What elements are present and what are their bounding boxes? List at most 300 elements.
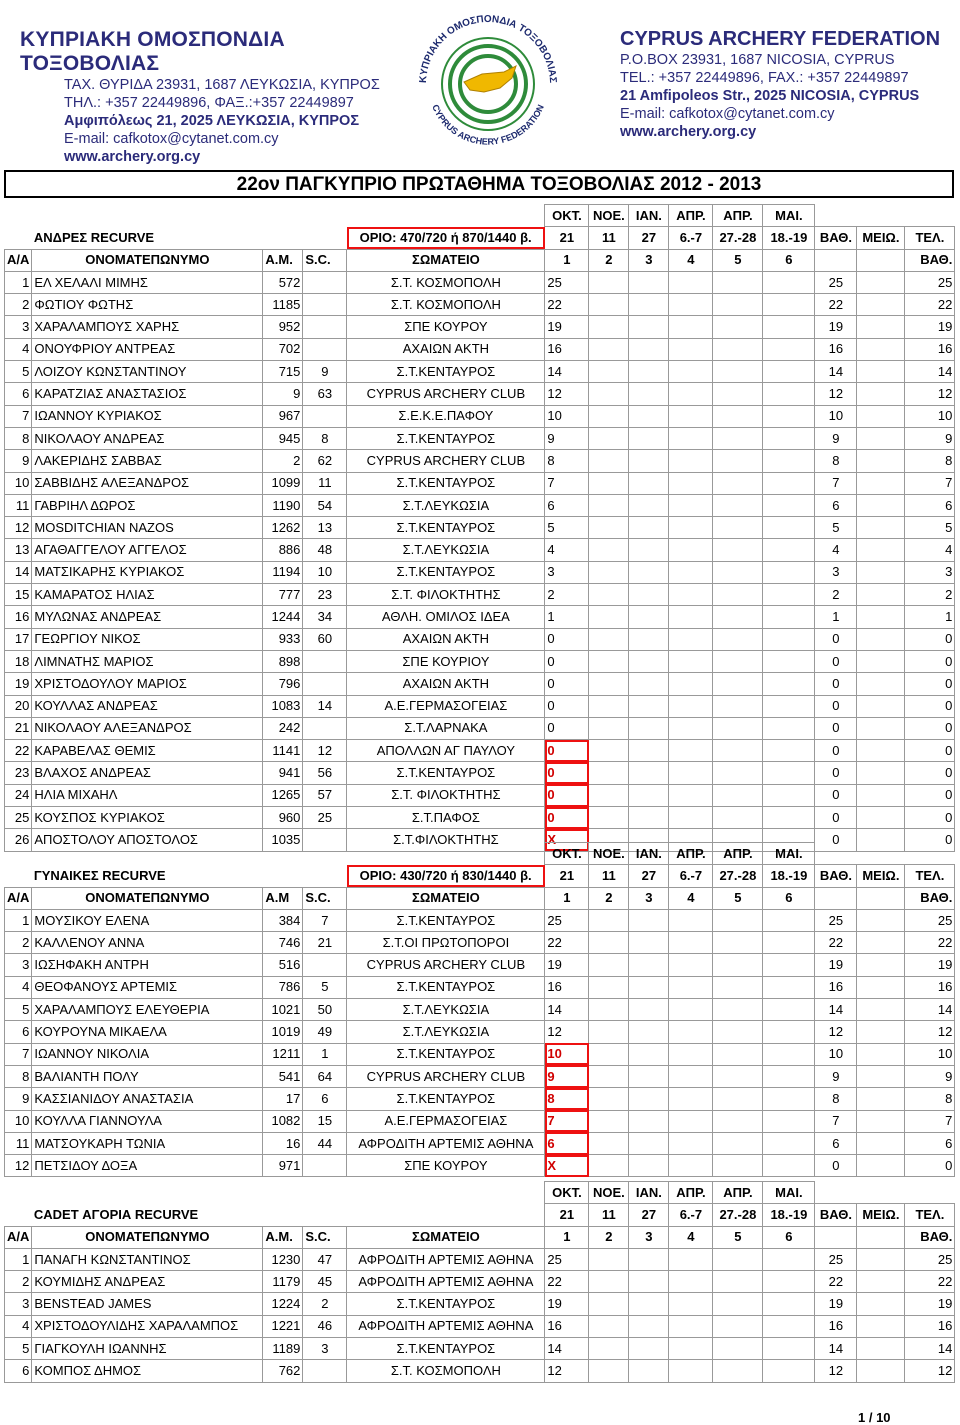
round-score-empty (763, 1155, 815, 1177)
round-score-empty (589, 606, 629, 628)
points: 8 (815, 450, 857, 472)
round-score-empty (629, 740, 669, 762)
round-score-empty (629, 561, 669, 583)
athlete-name: ΘΕΟΦΑΝΟΥΣ ΑΡΤΕΜΙΣ (32, 976, 263, 998)
round-date: 27 (629, 227, 669, 249)
round-1-score: 16 (545, 338, 589, 360)
round-score-empty (629, 650, 669, 672)
month-label: ΑΠΡ. (713, 205, 763, 227)
round-1-score: 16 (545, 1315, 589, 1337)
round-score-empty (763, 427, 815, 449)
round-date: 21 (545, 865, 589, 887)
round-date: 18.-19 (763, 227, 815, 249)
round-score-empty (713, 294, 763, 316)
sc-no: 56 (303, 762, 347, 784)
club: ΑΦΡΟΔΙΤΗ ΑΡΤΕΜΙΣ ΑΘΗΝΑ (347, 1315, 545, 1337)
sc-no: 62 (303, 450, 347, 472)
col-header-tel: ΤΕΛ. (905, 1204, 955, 1226)
deduction (857, 976, 905, 998)
round-number: 3 (629, 249, 669, 271)
round-score-empty (629, 784, 669, 806)
round-date: 18.-19 (763, 1204, 815, 1226)
round-score-empty (589, 1065, 629, 1087)
round-score-empty (629, 1293, 669, 1315)
round-score-empty (669, 561, 713, 583)
sc-no: 12 (303, 740, 347, 762)
rank: 23 (5, 762, 32, 784)
round-score-empty (669, 784, 713, 806)
member-no: 16 (263, 1132, 303, 1154)
deduction (857, 807, 905, 829)
round-score-empty (589, 517, 629, 539)
col-header-pts: ΒΑΘ. (905, 1226, 955, 1248)
club: ΑΧΑΙΩΝ ΑΚΤΗ (347, 628, 545, 650)
col-header-aa: Α/Α (5, 249, 32, 271)
rank: 24 (5, 784, 32, 806)
points: 0 (815, 784, 857, 806)
athlete-name: ΟΝΟΥΦΡΙΟΥ ΑΝΤΡΕΑΣ (32, 338, 263, 360)
athlete-name: ΧΡΙΣΤΟΔΟΥΛΙΔΗΣ ΧΑΡΑΛΑΜΠΟΣ (32, 1315, 263, 1337)
table-row (5, 628, 955, 650)
address-line: P.O.BOX 23931, 1687 NICOSIA, CYPRUS (620, 52, 895, 68)
member-no: 1099 (263, 472, 303, 494)
round-score-empty (589, 1043, 629, 1065)
athlete-name: ΜΟΥΣΙΚΟΥ ΕΛΕΝΑ (32, 909, 263, 931)
table-row (5, 584, 955, 606)
round-score-empty (763, 976, 815, 998)
federation-logo (412, 8, 564, 154)
sc-no: 63 (303, 383, 347, 405)
round-score-empty (763, 361, 815, 383)
round-score-empty (589, 695, 629, 717)
points: 12 (815, 383, 857, 405)
athlete-name: ΕΛ ΧΕΛΑΛΙ ΜΙΜΗΣ (32, 271, 263, 293)
round-score-empty (763, 606, 815, 628)
table-row (5, 695, 955, 717)
round-score-empty (763, 1338, 815, 1360)
athlete-name: ΛΑΚΕΡΙΔΗΣ ΣΑΒΒΑΣ (32, 450, 263, 472)
points: 19 (815, 316, 857, 338)
round-score-empty (763, 539, 815, 561)
round-number: 2 (589, 249, 629, 271)
sc-no: 1 (303, 1043, 347, 1065)
month-label: ΝΟΕ. (589, 205, 629, 227)
deduction (857, 932, 905, 954)
round-score-empty (669, 1088, 713, 1110)
round-number: 1 (545, 249, 589, 271)
table-row (5, 717, 955, 739)
federation-name-english: CYPRUS ARCHERY FEDERATION (620, 28, 941, 50)
col-header-am: Α.Μ. (263, 1226, 303, 1248)
round-score-empty (589, 1155, 629, 1177)
deduction (857, 361, 905, 383)
round-score-empty (763, 1088, 815, 1110)
round-score-empty (589, 561, 629, 583)
round-score-empty (763, 517, 815, 539)
month-label: ΙΑΝ. (629, 1182, 669, 1204)
round-1-score: 0 (545, 650, 589, 672)
rank: 5 (5, 361, 32, 383)
member-no: 898 (263, 650, 303, 672)
club: Σ.Τ.ΟΙ ΠΡΩΤΟΠΟΡΟΙ (347, 932, 545, 954)
round-score-empty (713, 316, 763, 338)
spacer (857, 249, 905, 271)
rank: 2 (5, 1271, 32, 1293)
col-header-sc: S.C. (303, 249, 347, 271)
athlete-name: ΦΩΤΙΟΥ ΦΩΤΗΣ (32, 294, 263, 316)
round-number: 2 (589, 1226, 629, 1248)
club: Α.Ε.ΓΕΡΜΑΣΟΓΕΙΑΣ (347, 1110, 545, 1132)
round-1-score: 10 (545, 405, 589, 427)
sc-no (303, 405, 347, 427)
col-header-aa: Α/Α (5, 887, 32, 909)
table-row (5, 338, 955, 360)
round-date: 21 (545, 227, 589, 249)
club: Σ.Τ. ΚΟΣΜΟΠΟΛΗ (347, 1360, 545, 1382)
athlete-name: ΣΑΒΒΙΔΗΣ ΑΛΕΞΑΝΔΡΟΣ (32, 472, 263, 494)
round-score-empty (669, 383, 713, 405)
round-score-empty (763, 294, 815, 316)
rank: 17 (5, 628, 32, 650)
final-points: 10 (905, 1043, 955, 1065)
deduction (857, 338, 905, 360)
round-score-empty (669, 494, 713, 516)
table-row (5, 1293, 955, 1315)
col-header-pts: ΒΑΘ. (815, 227, 857, 249)
round-score-empty (669, 517, 713, 539)
round-score-empty (589, 316, 629, 338)
table-row (5, 1338, 955, 1360)
col-header-name: ΟΝΟΜΑΤΕΠΩΝΥΜΟ (32, 887, 263, 909)
round-score-empty (763, 271, 815, 293)
points: 19 (815, 954, 857, 976)
round-number: 6 (763, 249, 815, 271)
sc-no: 13 (303, 517, 347, 539)
round-1-score: 14 (545, 361, 589, 383)
member-no: 786 (263, 976, 303, 998)
col-header-tel: ΤΕΛ. (905, 865, 955, 887)
final-points: 25 (905, 271, 955, 293)
rank: 3 (5, 954, 32, 976)
round-score-empty (629, 1360, 669, 1382)
round-score-empty (713, 954, 763, 976)
member-no: 886 (263, 539, 303, 561)
round-score-empty (763, 561, 815, 583)
round-number: 5 (713, 1226, 763, 1248)
club: Σ.Τ.ΚΕΝΤΑΥΡΟΣ (347, 561, 545, 583)
table-row (5, 606, 955, 628)
final-points: 0 (905, 740, 955, 762)
round-score-empty (589, 1132, 629, 1154)
round-1-score: X (545, 829, 589, 851)
round-date: 11 (589, 865, 629, 887)
athlete-name: ΓΙΑΓΚΟΥΛΗ ΙΩΑΝΝΗΣ (32, 1338, 263, 1360)
round-number: 4 (669, 1226, 713, 1248)
spacer (5, 1204, 32, 1226)
results-table (4, 204, 955, 852)
deduction (857, 1271, 905, 1293)
email-line: E-mail: cafkotox@cytanet.com.cy (620, 106, 835, 122)
points: 0 (815, 762, 857, 784)
points: 7 (815, 1110, 857, 1132)
table-row (5, 1065, 955, 1087)
club: Σ.Τ. ΚΟΣΜΟΠΟΛΗ (347, 294, 545, 316)
club: ΑΦΡΟΔΙΤΗ ΑΡΤΕΜΙΣ ΑΘΗΝΑ (347, 1132, 545, 1154)
round-score-empty (713, 383, 763, 405)
club: Σ.Τ.ΛΕΥΚΩΣΙΑ (347, 1021, 545, 1043)
member-no: 715 (263, 361, 303, 383)
deduction (857, 1110, 905, 1132)
deduction (857, 1360, 905, 1382)
round-number: 1 (545, 887, 589, 909)
round-date: 21 (545, 1204, 589, 1226)
club: Σ.Ε.Κ.Ε.ΠΑΦΟΥ (347, 405, 545, 427)
spacer (815, 1182, 955, 1204)
round-score-empty (763, 405, 815, 427)
table-row (5, 427, 955, 449)
spacer (815, 205, 955, 227)
round-1-score: 25 (545, 909, 589, 931)
sc-no: 48 (303, 539, 347, 561)
round-score-empty (669, 294, 713, 316)
round-score-empty (629, 271, 669, 293)
final-points: 4 (905, 539, 955, 561)
round-1-score: 25 (545, 271, 589, 293)
final-points: 7 (905, 472, 955, 494)
round-score-empty (589, 932, 629, 954)
spacer (5, 205, 545, 227)
member-no: 941 (263, 762, 303, 784)
deduction (857, 450, 905, 472)
months-row (5, 205, 955, 227)
rank: 4 (5, 1315, 32, 1337)
table-row (5, 1271, 955, 1293)
table-row (5, 1043, 955, 1065)
sc-no: 14 (303, 695, 347, 717)
round-score-empty (669, 1132, 713, 1154)
points: 0 (815, 740, 857, 762)
sc-no: 34 (303, 606, 347, 628)
rank: 2 (5, 932, 32, 954)
rank: 6 (5, 383, 32, 405)
deduction (857, 1338, 905, 1360)
round-score-empty (763, 316, 815, 338)
club: CYPRUS ARCHERY CLUB (347, 450, 545, 472)
round-score-empty (629, 932, 669, 954)
rank: 7 (5, 405, 32, 427)
deduction (857, 561, 905, 583)
club: ΑΘΛΗ. ΟΜΙΛΟΣ ΙΔΕΑ (347, 606, 545, 628)
round-date: 27.-28 (713, 227, 763, 249)
letterhead (0, 0, 960, 165)
round-score-empty (713, 784, 763, 806)
col-header-mei: ΜΕΙΩ. (857, 865, 905, 887)
round-score-empty (629, 1021, 669, 1043)
member-no: 516 (263, 954, 303, 976)
rank: 11 (5, 1132, 32, 1154)
sc-no: 6 (303, 1088, 347, 1110)
round-score-empty (763, 954, 815, 976)
round-score-empty (713, 1155, 763, 1177)
table-row (5, 294, 955, 316)
sc-no: 8 (303, 427, 347, 449)
round-score-empty (589, 271, 629, 293)
round-score-empty (763, 932, 815, 954)
letterhead-greek (20, 28, 380, 166)
round-number: 4 (669, 887, 713, 909)
deduction (857, 316, 905, 338)
round-score-empty (669, 717, 713, 739)
round-score-empty (669, 807, 713, 829)
points: 0 (815, 1155, 857, 1177)
final-points: 12 (905, 383, 955, 405)
round-score-empty (669, 539, 713, 561)
points: 10 (815, 405, 857, 427)
round-score-empty (763, 383, 815, 405)
table-row (5, 673, 955, 695)
athlete-name: ΓΕΩΡΓΙΟΥ ΝΙΚΟΣ (32, 628, 263, 650)
round-number: 5 (713, 887, 763, 909)
round-score-empty (713, 561, 763, 583)
round-1-score: 8 (545, 450, 589, 472)
athlete-name: ΚΑΜΑΡΑΤΟΣ ΗΛΙΑΣ (32, 584, 263, 606)
club: ΣΠΕ ΚΟΥΡΟΥ (347, 1155, 545, 1177)
round-score-empty (669, 628, 713, 650)
round-1-score: 4 (545, 539, 589, 561)
final-points: 10 (905, 405, 955, 427)
member-no: 2 (263, 450, 303, 472)
round-score-empty (629, 1155, 669, 1177)
round-1-score: 8 (545, 1088, 589, 1110)
round-score-empty (589, 762, 629, 784)
rank: 1 (5, 271, 32, 293)
final-points: 12 (905, 1021, 955, 1043)
member-no: 1021 (263, 999, 303, 1021)
round-1-score: 7 (545, 472, 589, 494)
sc-no: 21 (303, 932, 347, 954)
round-score-empty (713, 628, 763, 650)
athlete-name: MOSDITCHIAN NAZOS (32, 517, 263, 539)
member-no: 1083 (263, 695, 303, 717)
category-row (5, 865, 955, 887)
final-points: 0 (905, 829, 955, 851)
limit-label: ΟΡΙΟ: 430/720 ή 830/1440 β. (347, 865, 545, 887)
table-row (5, 1315, 955, 1337)
round-score-empty (629, 584, 669, 606)
round-score-empty (763, 472, 815, 494)
table-row (5, 383, 955, 405)
round-score-empty (589, 383, 629, 405)
rank: 16 (5, 606, 32, 628)
table-row (5, 450, 955, 472)
round-1-score: 0 (545, 784, 589, 806)
club: Σ.Τ.ΛΕΥΚΩΣΙΑ (347, 539, 545, 561)
month-label: ΙΑΝ. (629, 205, 669, 227)
round-date: 11 (589, 1204, 629, 1226)
round-1-score: 5 (545, 517, 589, 539)
round-date: 6.-7 (669, 865, 713, 887)
round-score-empty (629, 1132, 669, 1154)
points: 0 (815, 695, 857, 717)
col-header-club: ΣΩΜΑΤΕΙΟ (347, 1226, 545, 1248)
member-no: 1194 (263, 561, 303, 583)
category-title: CADET ΑΓΟΡΙΑ RECURVE (33, 1206, 199, 1222)
round-1-score: 12 (545, 1360, 589, 1382)
final-points: 25 (905, 1248, 955, 1270)
round-score-empty (629, 316, 669, 338)
round-date: 27 (629, 865, 669, 887)
month-label: ΜΑΙ. (763, 1182, 815, 1204)
round-score-empty (713, 1315, 763, 1337)
round-score-empty (763, 338, 815, 360)
deduction (857, 999, 905, 1021)
round-score-empty (713, 405, 763, 427)
athlete-name: ΜΥΛΩΝΑΣ ΑΝΔΡΕΑΣ (32, 606, 263, 628)
final-points: 8 (905, 1088, 955, 1110)
round-score-empty (629, 517, 669, 539)
club: Σ.Τ. ΚΟΣΜΟΠΟΛΗ (347, 271, 545, 293)
round-score-empty (713, 1293, 763, 1315)
round-score-empty (763, 584, 815, 606)
final-points: 14 (905, 1338, 955, 1360)
member-no: 1244 (263, 606, 303, 628)
round-score-empty (713, 539, 763, 561)
round-score-empty (589, 427, 629, 449)
category-title: ΑΝΔΡΕΣ RECURVE (33, 229, 155, 245)
rank: 3 (5, 1293, 32, 1315)
athlete-name: ΠΕΤΣΙΔΟΥ ΔΟΞΑ (32, 1155, 263, 1177)
member-no: 952 (263, 316, 303, 338)
table-row (5, 1155, 955, 1177)
col-header-pts: ΒΑΘ. (815, 1204, 857, 1226)
points: 6 (815, 494, 857, 516)
deduction (857, 472, 905, 494)
points: 22 (815, 932, 857, 954)
rank: 7 (5, 1043, 32, 1065)
round-score-empty (629, 450, 669, 472)
rank: 26 (5, 829, 32, 851)
deduction (857, 294, 905, 316)
athlete-name: ΝΙΚΟΛΑΟΥ ΑΛΕΞΑΝΔΡΟΣ (32, 717, 263, 739)
round-score-empty (629, 405, 669, 427)
column-header-row (5, 1226, 955, 1248)
final-points: 8 (905, 450, 955, 472)
sc-no: 50 (303, 999, 347, 1021)
round-score-empty (589, 361, 629, 383)
round-1-score: 0 (545, 807, 589, 829)
table-row (5, 954, 955, 976)
deduction (857, 1132, 905, 1154)
member-no: 945 (263, 427, 303, 449)
month-label: ΑΠΡ. (669, 843, 713, 865)
points: 9 (815, 1065, 857, 1087)
rank: 14 (5, 561, 32, 583)
club: Σ.Τ.ΚΕΝΤΑΥΡΟΣ (347, 976, 545, 998)
round-score-empty (629, 361, 669, 383)
club: Σ.Τ.ΚΕΝΤΑΥΡΟΣ (347, 1338, 545, 1360)
spacer (815, 887, 857, 909)
athlete-name: ΜΑΤΣΙΚΑΡΗΣ ΚΥΡΙΑΚΟΣ (32, 561, 263, 583)
final-points: 3 (905, 561, 955, 583)
athlete-name: ΛΙΜΝΑΤΗΣ ΜΑΡΙΟΣ (32, 650, 263, 672)
round-number: 6 (763, 1226, 815, 1248)
round-score-empty (629, 383, 669, 405)
rank: 12 (5, 1155, 32, 1177)
member-no: 384 (263, 909, 303, 931)
round-date: 6.-7 (669, 227, 713, 249)
spacer (857, 1226, 905, 1248)
col-header-sc: S.C. (303, 887, 347, 909)
